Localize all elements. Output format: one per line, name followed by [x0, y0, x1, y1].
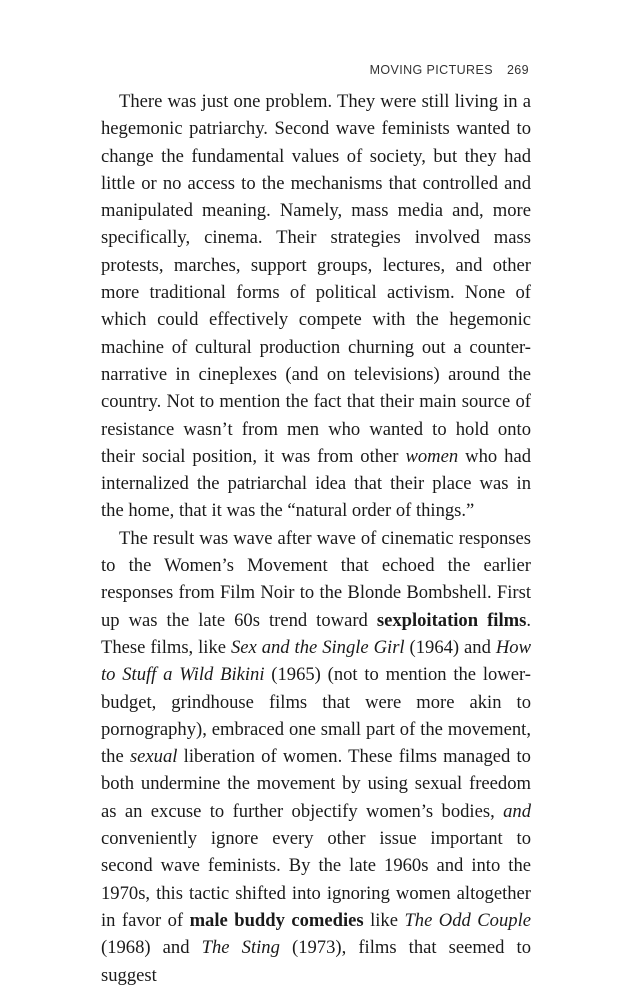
text-run: (1968) and — [101, 937, 202, 959]
text-run: who had internalized the patriarchal idea that their place was in the home, that it was the “natural order of things.” — [101, 445, 532, 522]
text-run: The result was wave after wave of cinematic responses to the Women’s Movement that echoed the earlier responses from Film Noir to the Blonde Bombshell. First up was the late 60s trend toward — [101, 527, 531, 631]
paragraph — [101, 88, 531, 525]
text-run-italic: and — [503, 800, 531, 822]
text-run: (1965) (not to mention the lower-budget, grindhouse films that were more akin to pornography), embraced one small part of the movement, the — [101, 664, 532, 768]
text-run: There was just one problem. They were still living in a hegemonic patriarchy. Second wave feminists wanted to change the fundamental values of society, but they had little or no access to the mechanisms that controlled and manipulated meaning. Namely, mass media and, more specifically, cinema. Their strategies involved mass protests, marches, support groups, lectures, and other more traditional forms of political activism. None of which could effectively compete with the hegemonic machine of cultural production churning out a counter-narrative in cineplexes (and on televisions) around the country. Not to mention the fact that their main source of resistance wasn’t from men who wanted to hold onto their social position, it was from other — [101, 91, 531, 467]
text-run: (1964) and — [404, 636, 496, 658]
film-title: The Sting — [201, 937, 280, 959]
text-run-italic: sexual — [129, 746, 178, 768]
text-run-italic: women — [405, 445, 459, 467]
paragraph — [101, 525, 531, 989]
film-title: Sex and the Single Girl — [230, 636, 405, 658]
film-title: The Odd Couple — [404, 909, 531, 931]
text-run: . These films, like — [101, 609, 531, 658]
text-run: (1973), films that seemed to suggest — [101, 937, 531, 986]
body-text — [101, 88, 531, 989]
running-head — [370, 63, 529, 77]
film-title: How to Stuff a Wild Bikini — [101, 636, 531, 686]
running-head-title: MOVING PICTURES — [369, 63, 493, 77]
text-run: like — [363, 909, 405, 931]
term-sexploitation-films: sexploitation films — [376, 609, 527, 631]
text-run: conveniently ignore every other issue important to second wave feminists. By the late 1960s and into the 1970s, this tactic shifted into ignoring women altogether in favor of — [101, 828, 531, 931]
term-male-buddy-comedies: male buddy comedies — [189, 909, 364, 931]
page-number: 269 — [506, 63, 529, 77]
text-run: liberation of women. These films managed to both undermine the movement by using sexual freedom as an excuse to further objectify women’s bodies, — [101, 746, 531, 822]
